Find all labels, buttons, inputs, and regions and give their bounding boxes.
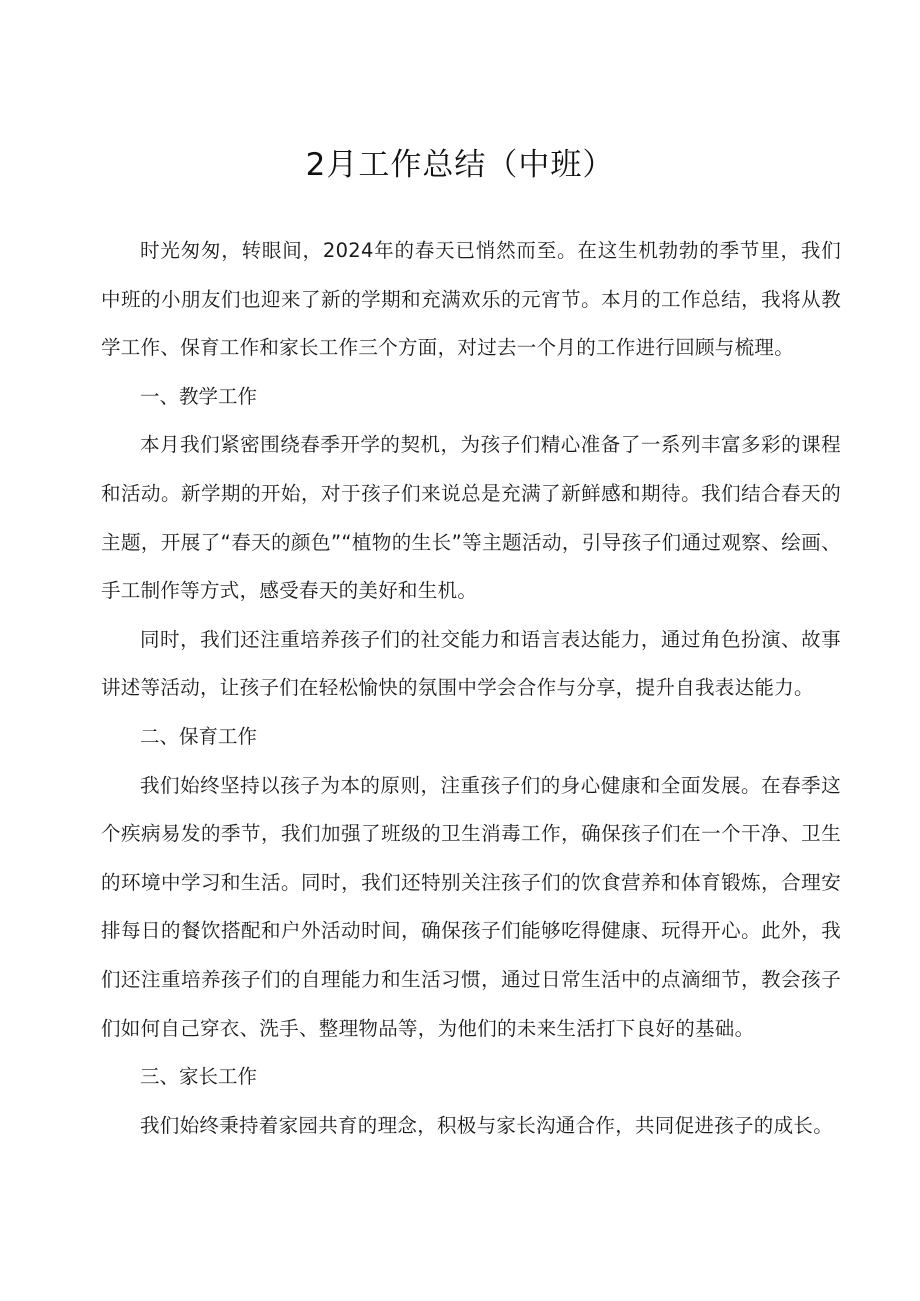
- section-heading-parents: 三、家长工作: [140, 1065, 258, 1089]
- teaching-paragraph-2: 同时，我们还注重培养孩子们的社交能力和语言表达能力，通过角色扮演、故事讲述等活动，让孩子们在轻松愉快的氛围中学会合作与分享，提升自我表达能力。: [101, 627, 841, 700]
- parents-paragraph: 我们始终秉持着家园共育的理念，积极与家长沟通合作，共同促进孩子的成长。: [140, 1113, 834, 1137]
- page-title: 2月工作总结（中班）: [305, 147, 615, 183]
- teaching-paragraph-1: 本月我们紧密围绕春季开学的契机，为孩子们精心准备了一系列丰富多彩的课程和活动。新学期的开始，对于孩子们来说总是充满了新鲜感和期待。我们结合春天的主题，开展了“春天的颜色”“植物的生长”等主题活动，引导孩子们通过观察、绘画、手工制作等方式，感受春天的美好和生机。: [101, 433, 841, 603]
- intro-paragraph: 时光匆匆，转眼间，2024年的春天已悄然而至。在这生机勃勃的季节里，我们中班的小朋友们也迎来了新的学期和充满欢乐的元宵节。本月的工作总结，我将从教学工作、保育工作和家长工作三个方面，对过去一个月的工作进行回顾与梳理。: [101, 239, 841, 360]
- section-heading-care: 二、保育工作: [140, 724, 258, 748]
- care-paragraph: 我们始终坚持以孩子为本的原则，注重孩子们的身心健康和全面发展。在春季这个疾病易发的季节，我们加强了班级的卫生消毒工作，确保孩子们在一个干净、卫生的环境中学习和生活。同时，我们还特别关注孩子们的饮食营养和体育锻炼，合理安排每日的餐饮搭配和户外活动时间，确保孩子们能够吃得健康、玩得开心。此外，我们还注重培养孩子们的自理能力和生活习惯，通过日常生活中的点滴细节，教会孩子们如何自己穿衣、洗手、整理物品等，为他们的未来生活打下良好的基础。: [101, 773, 841, 1040]
- section-heading-teaching: 一、教学工作: [140, 384, 258, 408]
- document-body: [101, 227, 841, 1150]
